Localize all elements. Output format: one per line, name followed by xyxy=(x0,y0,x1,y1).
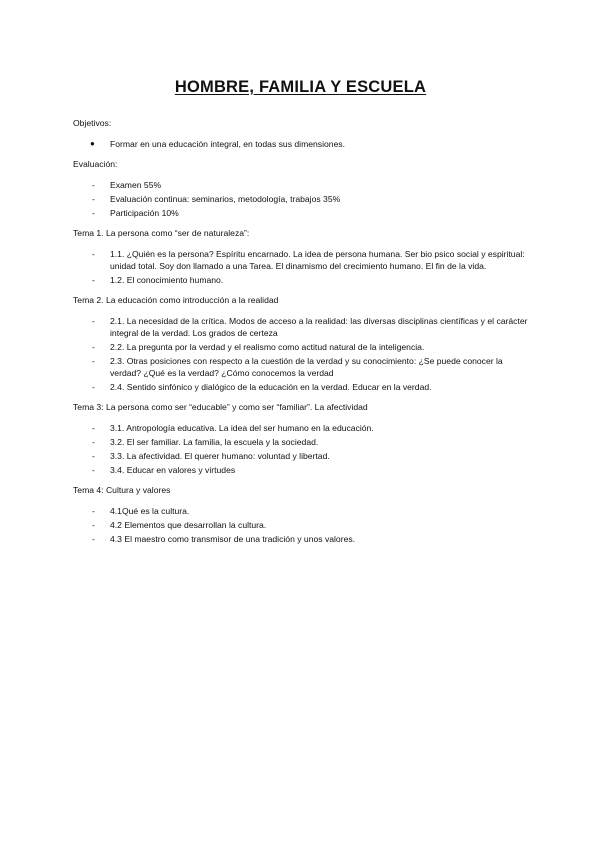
dash-icon: - xyxy=(92,194,95,204)
tema-item: - 3.1. Antropología educativa. La idea del ser humano en la educación. xyxy=(92,423,374,433)
objetivos-list xyxy=(73,138,528,150)
document-title: HOMBRE, FAMILIA Y ESCUELA xyxy=(174,78,427,96)
bullet-icon: ● xyxy=(90,139,95,148)
tema-item: - 1.2. El conocimiento humano. xyxy=(92,275,224,285)
tema-item: - 2.3. Otras posiciones con respecto a la cuestión de la verdad y su conocimiento: ¿Se puede conocer la verdad? ¿Qué es la verdad? ¿Cómo conocemos la verdad xyxy=(92,356,503,378)
tema-1-list xyxy=(73,248,528,286)
dash-icon: - xyxy=(92,208,95,218)
tema-item: - 4.1Qué es la cultura. xyxy=(92,506,190,516)
tema-item: - 2.2. La pregunta por la verdad y el realismo como actitud natural de la inteligencia. xyxy=(92,342,425,352)
tema-1-heading: Tema 1. La persona como “ser de naturaleza”: xyxy=(73,228,250,238)
evaluacion-item: - Examen 55% xyxy=(92,180,162,190)
evaluacion-item: - Evaluación continua: seminarios, metodología, trabajos 35% xyxy=(92,194,341,204)
dash-icon: - xyxy=(92,534,95,544)
tema-item: - 3.2. El ser familiar. La familia, la escuela y la sociedad. xyxy=(92,437,319,447)
dash-icon: - xyxy=(92,342,95,352)
dash-icon: - xyxy=(92,356,95,366)
tema-item: - 3.3. La afectividad. El querer humano: voluntad y libertad. xyxy=(92,451,330,461)
dash-icon: - xyxy=(92,506,95,516)
tema-2-heading: Tema 2. La educación como introducción a la realidad xyxy=(73,295,279,305)
tema-item: - 2.1. La necesidad de la crítica. Modos de acceso a la realidad: las diversas disciplinas científicas y el carácter integral de la verdad. Los grados de certeza xyxy=(92,316,528,338)
dash-icon: - xyxy=(92,249,95,259)
tema-item: - 4.2 Elementos que desarrollan la cultura. xyxy=(92,520,267,530)
dash-icon: - xyxy=(92,316,95,326)
dash-icon: - xyxy=(92,520,95,530)
evaluacion-list xyxy=(73,179,528,219)
tema-item: - 4.3 El maestro como transmisor de una tradición y unos valores. xyxy=(92,534,356,544)
tema-4-heading: Tema 4: Cultura y valores xyxy=(73,485,171,495)
evaluacion-heading: Evaluación: xyxy=(73,159,118,169)
dash-icon: - xyxy=(92,451,95,461)
tema-item: - 2.4. Sentido sinfónico y dialógico de la educación en la verdad. Educar en la verdad. xyxy=(92,382,432,392)
tema-item: - 1.1. ¿Quién es la persona? Espíritu encarnado. La idea de persona humana. Ser bio psico social y espiritual: unidad total. Soy don llamado a una Tarea. El dinamismo del crecimiento humano. El fin de la vida. xyxy=(92,249,525,271)
dash-icon: - xyxy=(92,275,95,285)
objetivos-item: ● Formar en una educación integral, en todas sus dimensiones. xyxy=(90,139,346,149)
dash-icon: - xyxy=(92,180,95,190)
dash-icon: - xyxy=(92,465,95,475)
dash-icon: - xyxy=(92,382,95,392)
tema-3-heading: Tema 3: La persona como ser “educable” y como ser “familiar”. La afectividad xyxy=(73,402,368,412)
tema-3-list xyxy=(73,422,528,476)
tema-4-list xyxy=(73,505,528,545)
dash-icon: - xyxy=(92,437,95,447)
tema-item: - 3.4. Educar en valores y virtudes xyxy=(92,465,236,475)
evaluacion-item: - Participación 10% xyxy=(92,208,179,218)
dash-icon: - xyxy=(92,423,95,433)
tema-2-list xyxy=(73,315,528,393)
objetivos-heading: Objetivos: xyxy=(73,118,112,128)
